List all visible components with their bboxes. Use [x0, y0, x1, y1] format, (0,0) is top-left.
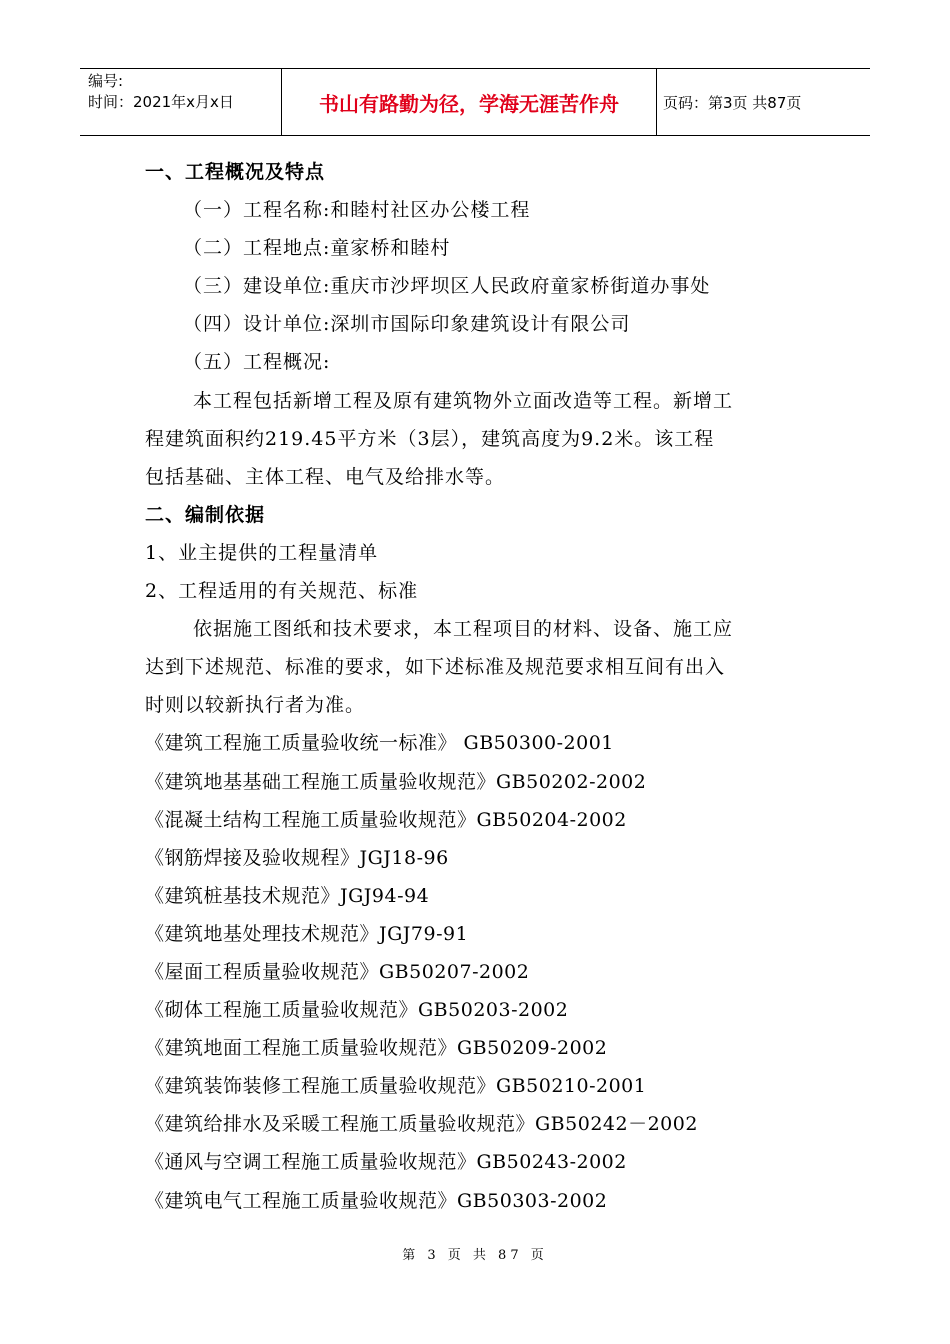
standard-item: 《钢筋焊接及验收规程》JGJ18-96: [145, 846, 449, 869]
construction-unit: （三）建设单位:重庆市沙坪坝区人民政府童家桥街道办事处: [183, 275, 711, 298]
page-header: [80, 68, 870, 136]
standard-item: 《砌体工程施工质量验收规范》GB50203-2002: [145, 999, 569, 1022]
section-heading-overview: 一、工程概况及特点: [145, 161, 326, 183]
header-meta: [80, 69, 282, 135]
basis-paragraph-line: 达到下述规范、标准的要求，如下述标准及规范要求相互间有出入: [145, 656, 726, 679]
page-footer: 第 3 页 共 87 页: [402, 1248, 548, 1263]
overview-paragraph-line: 包括基础、主体工程、电气及给排水等。: [145, 465, 506, 488]
header-page-code: 页码：第3页 共87页: [663, 93, 802, 112]
project-location: （二）工程地点:童家桥和睦村: [183, 237, 451, 260]
standard-item: 《屋面工程质量验收规范》GB50207-2002: [145, 960, 530, 983]
document-number-label: 编号:: [88, 72, 124, 90]
standard-item: 《混凝土结构工程施工质量验收规范》GB50204-2002: [145, 808, 627, 831]
header-motto: 书山有路勤为径，学海无涯苦作舟: [282, 69, 657, 135]
basis-item: 2、工程适用的有关规范、标准: [145, 580, 419, 603]
standard-item: 《建筑工程施工质量验收统一标准》 GB50300-2001: [145, 732, 614, 755]
standard-item: 《建筑给排水及采暖工程施工质量验收规范》GB50242－2002: [145, 1113, 698, 1136]
overview-paragraph-line: 程建筑面积约219.45平方米（3层），建筑高度为9.2米。该工程: [145, 427, 715, 450]
standard-item: 《通风与空调工程施工质量验收规范》GB50243-2002: [145, 1151, 627, 1174]
section-heading-basis: 二、编制依据: [145, 503, 266, 526]
project-name: （一）工程名称:和睦村社区办公楼工程: [183, 199, 531, 222]
basis-paragraph-line: 依据施工图纸和技术要求，本工程项目的材料、设备、施工应: [193, 618, 734, 641]
basis-paragraph-line: 时则以较新执行者为准。: [145, 694, 366, 717]
standard-item: 《建筑地面工程施工质量验收规范》GB50209-2002: [145, 1037, 608, 1060]
design-unit: （四）设计单位:深圳市国际印象建筑设计有限公司: [183, 313, 631, 336]
project-overview-label: （五）工程概况:: [183, 351, 331, 374]
standard-item: 《建筑桩基技术规范》JGJ94-94: [145, 884, 430, 907]
standard-item: 《建筑电气工程施工质量验收规范》GB50303-2002: [145, 1189, 608, 1212]
basis-item: 1、业主提供的工程量清单: [145, 541, 379, 564]
overview-paragraph-line: 本工程包括新增工程及原有建筑物外立面改造等工程。新增工: [193, 389, 734, 412]
document-body: [145, 153, 815, 1220]
standard-item: 《建筑装饰装修工程施工质量验收规范》GB50210-2001: [145, 1075, 647, 1098]
document-date: 时间：2021年x月x日: [88, 93, 234, 111]
standard-item: 《建筑地基处理技术规范》JGJ79-91: [145, 922, 469, 945]
standard-item: 《建筑地基基础工程施工质量验收规范》GB50202-2002: [145, 770, 647, 793]
